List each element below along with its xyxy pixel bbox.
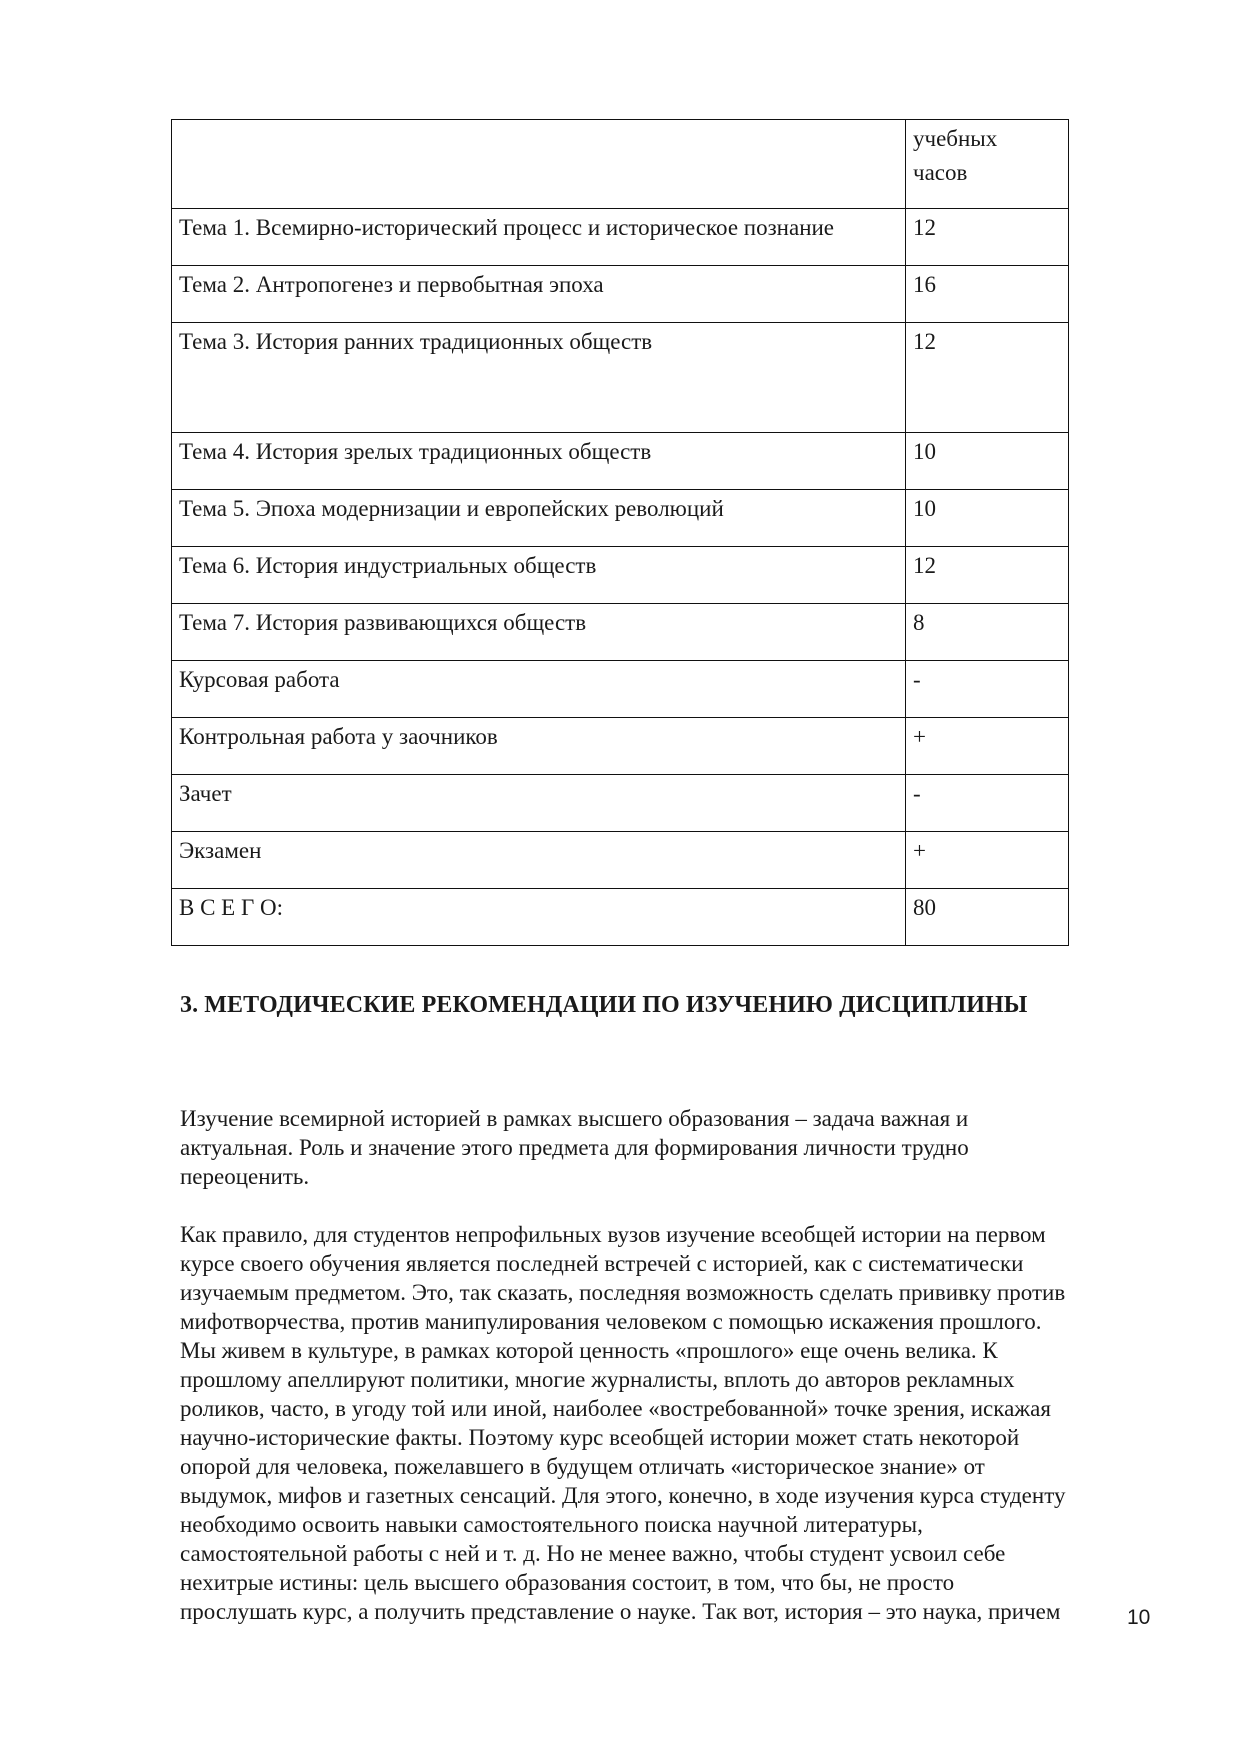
paragraph-line: прослушать курс, а получить представление о науке. Так вот, история – это наука, причем [180, 1599, 1061, 1624]
table-row [172, 661, 1069, 718]
hours-cell: 12 [906, 209, 1069, 266]
paragraph-line: прошлому апеллируют политики, многие журналисты, вплоть до авторов рекламных [180, 1367, 1015, 1392]
hours-cell: 12 [906, 323, 1069, 433]
paragraph-line: необходимо освоить навыки самостоятельного поиска научной литературы, [180, 1512, 923, 1537]
table-row [172, 775, 1069, 832]
topic-cell: Контрольная работа у заочников [172, 718, 906, 775]
paragraph-line: научно-исторические факты. Поэтому курс всеобщей истории может стать некоторой [180, 1425, 1020, 1450]
table-row [172, 547, 1069, 604]
paragraph-line: опорой для человека, пожелавшего в будущем отличать «историческое знание» от [180, 1454, 985, 1479]
table-row [172, 718, 1069, 775]
hours-cell: + [906, 832, 1069, 889]
hours-cell: - [906, 775, 1069, 832]
topic-cell: Тема 2. Антропогенез и первобытная эпоха [172, 266, 906, 323]
paragraph-2 [180, 1220, 1160, 1626]
hours-cell: - [906, 661, 1069, 718]
paragraph-line: Как правило, для студентов непрофильных вузов изучение всеобщей истории на первом [180, 1222, 1046, 1247]
section-title: 3. МЕТОДИЧЕСКИЕ РЕКОМЕНДАЦИИ ПО ИЗУЧЕНИЮ ДИСЦИПЛИНЫ [180, 992, 1028, 1018]
hours-cell: 12 [906, 547, 1069, 604]
hours-table-body [172, 120, 1069, 946]
paragraph-line: Изучение всемирной историей в рамках высшего образования – задача важная и [180, 1106, 969, 1131]
table-row [172, 832, 1069, 889]
hours-cell: 8 [906, 604, 1069, 661]
paragraph-line: переоценить. [180, 1164, 310, 1189]
paragraph-line: мифотворчества, против манипулирования человеком с помощью искажения прошлого. [180, 1309, 1042, 1334]
paragraph-line: нехитрые истины: цель высшего образования состоит, в том, что бы, не просто [180, 1570, 955, 1595]
topic-cell: Тема 6. История индустриальных обществ [172, 547, 906, 604]
table-header-row [172, 120, 1069, 209]
table-row [172, 490, 1069, 547]
topic-cell: Курсовая работа [172, 661, 906, 718]
paragraph-line: роликов, часто, в угоду той или иной, наиболее «востребованной» точке зрения, искажая [180, 1396, 1051, 1421]
page-number: 10 [1127, 1606, 1151, 1629]
hours-cell: 16 [906, 266, 1069, 323]
table-row [172, 889, 1069, 946]
paragraph-line: изучаемым предметом. Это, так сказать, последняя возможность сделать прививку против [180, 1280, 1066, 1305]
table-row [172, 604, 1069, 661]
topic-cell: Тема 3. История ранних традиционных обществ [172, 323, 906, 433]
topic-cell: Экзамен [172, 832, 906, 889]
table-row [172, 433, 1069, 490]
topic-cell: Зачет [172, 775, 906, 832]
topic-cell: В С Е Г О: [172, 889, 906, 946]
hours-cell: + [906, 718, 1069, 775]
hours-cell: 10 [906, 433, 1069, 490]
paragraph-line: Мы живем в культуре, в рамках которой ценность «прошлого» еще очень велика. К [180, 1338, 998, 1363]
header-topic-cell [172, 120, 906, 209]
hours-cell: 10 [906, 490, 1069, 547]
topic-cell: Тема 1. Всемирно-исторический процесс и историческое познание [172, 209, 906, 266]
header-hours-cell: учебных часов [906, 120, 1069, 209]
topic-cell: Тема 4. История зрелых традиционных обществ [172, 433, 906, 490]
table-row [172, 209, 1069, 266]
hours-cell: 80 [906, 889, 1069, 946]
table-row [172, 266, 1069, 323]
paragraph-line: самостоятельной работы с ней и т. д. Но не менее важно, чтобы студент усвоил себе [180, 1541, 1006, 1566]
paragraph-line: выдумок, мифов и газетных сенсаций. Для этого, конечно, в ходе изучения курса студенту [180, 1483, 1066, 1508]
hours-table [171, 119, 1069, 946]
paragraph-line: курсе своего обучения является последней встречей с историей, как с систематически [180, 1251, 1024, 1276]
table-row [172, 323, 1069, 433]
paragraph-1 [180, 1104, 1160, 1191]
topic-cell: Тема 5. Эпоха модернизации и европейских революций [172, 490, 906, 547]
topic-cell: Тема 7. История развивающихся обществ [172, 604, 906, 661]
paragraph-line: актуальная. Роль и значение этого предмета для формирования личности трудно [180, 1135, 969, 1160]
